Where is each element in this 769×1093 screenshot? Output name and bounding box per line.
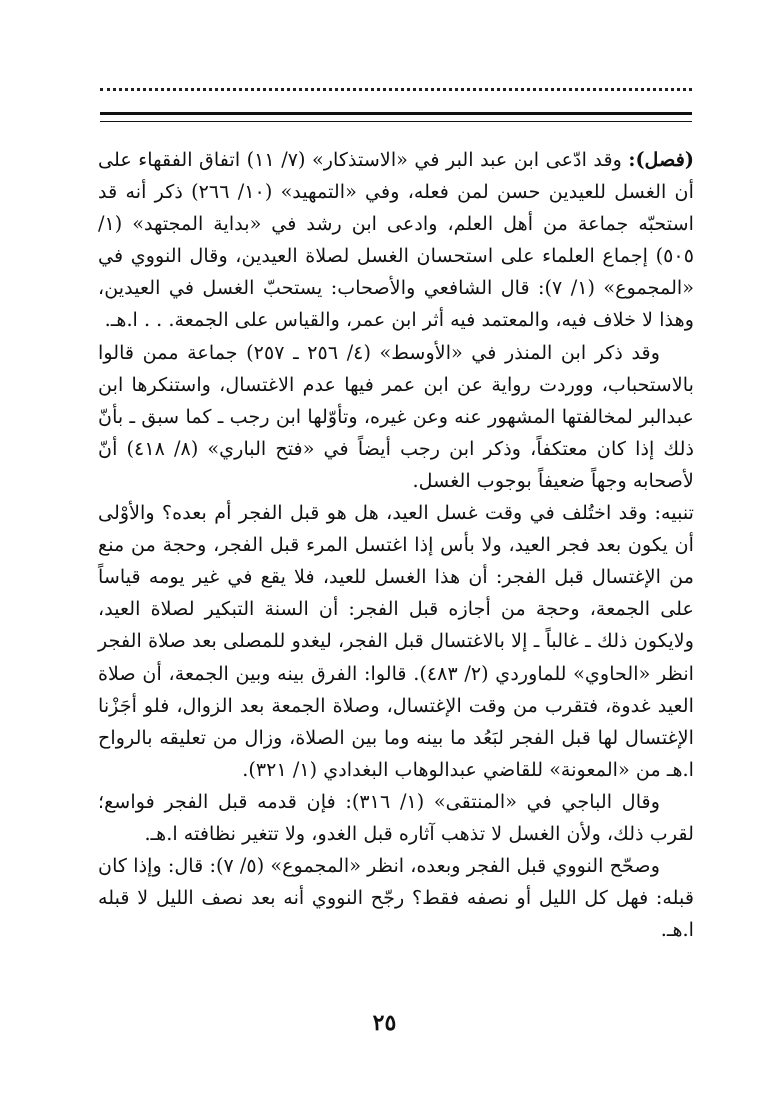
paragraph-ibn-almundhir <box>98 337 694 497</box>
section-heading-fasl: (فصل): <box>628 148 694 171</box>
body-text <box>98 144 694 946</box>
paragraph-text: تنبيه: وقد اختُلف في وقت غسل العيد، هل هو قبل الفجر أم بعده؟ والأوْلى أن يكون بعد فجر العيد، ولا بأس إذا اغتسل المرء قبل الفجر، وحجة من منع من الإغتسال قبل الفجر: أن هذا الغسل للعيد، فلا يقع في غير يومه قياساً على الجمعة، وحجة من أجازه قبل الفجر: أن السنة التبكير لصلاة العيد، ولايكون ذلك ـ غالباً ـ إلا بالاغتسال قبل الفجر، ليغدو للمصلى بعد صلاة الفجر انظر «الحاوي» للماوردي (٢/ ٤٨٣). قالوا: الفرق بينه وبين الجمعة، أن صلاة العيد غدوة، فتقرب من وقت الإغتسال، وصلاة الجمعة بعد الزوال، فلو أجَزْنا الإغتسال لها قبل الفجر لبَعُد ما بينه وما بين الصلاة، وزال من تعليقه بالرواح ا.هـ من «المعونة» للقاضي عبدالوهاب البغدادي (١/ ٣٢١). <box>98 501 694 781</box>
paragraph-text: وقال الباجي في «المنتقى» (١/ ٣١٦): فإن قدمه قبل الفجر فواسع؛ لقرب ذلك، ولأن الغسل لا تذهب آثاره قبل الغدو، ولا تتغير نظافته ا.هـ. <box>98 789 694 845</box>
paragraph-text: وصحّح النووي قبل الفجر وبعده، انظر «المجموع» (٥/ ٧): قال: وإذا كان قبله: فهل كل الليل أو نصفه فقط؟ رجّح النووي أنه بعد نصف الليل لا قبله ا.هـ. <box>98 854 694 942</box>
paragraph-text: وقد ادّعى ابن عبد البر في «الاستذكار» (٧/ ١١) اتفاق الفقهاء على أن الغسل للعيدين حسن لمن فعله، وفي «التمهيد» (١٠/ ٢٦٦) ذكر أنه قد استحبّه جماعة من أهل العلم، وادعى ابن رشد في «بداية المجتهد» (١/ ٥٠٥) إجماع العلماء على استحسان الغسل لصلاة العيدين، وقال النووي في «المجموع» (١/ ٧): قال الشافعي والأصحاب: يستحبّ الغسل في العيدين، وهذا لا خلاف فيه، والمعتمد فيه أثر ابن عمر، والقياس على الجمعة. . . ا.هـ. <box>98 148 694 332</box>
paragraph-tanbih <box>98 497 694 786</box>
page-number: ٢٥ <box>372 1010 397 1036</box>
header-dotted-rule <box>100 88 692 91</box>
header-rule-thick <box>100 112 692 115</box>
paragraph-text: وقد ذكر ابن المنذر في «الأوسط» (٤/ ٢٥٦ ـ ٢٥٧) جماعة ممن قالوا بالاستحباب، ووردت رواية عن ابن عمر فيها عدم الاغتسال، واستنكرها ابن عبدالبر لمخالفتها المشهور عنه وعن غيره، وتأوّلها ابن رجب ـ كما سبق ـ بأنّ ذلك إذا كان معتكفاً، وذكر ابن رجب أيضاً في «فتح الباري» (٨/ ٤١٨) أنّ لأصحابه وجهاً ضعيفاً بوجوب الغسل. <box>98 340 694 492</box>
paragraph-nawawi <box>98 850 694 946</box>
header-rule-thin <box>100 121 692 122</box>
paragraph-albaji <box>98 786 694 850</box>
paragraph-fasl <box>98 144 694 337</box>
